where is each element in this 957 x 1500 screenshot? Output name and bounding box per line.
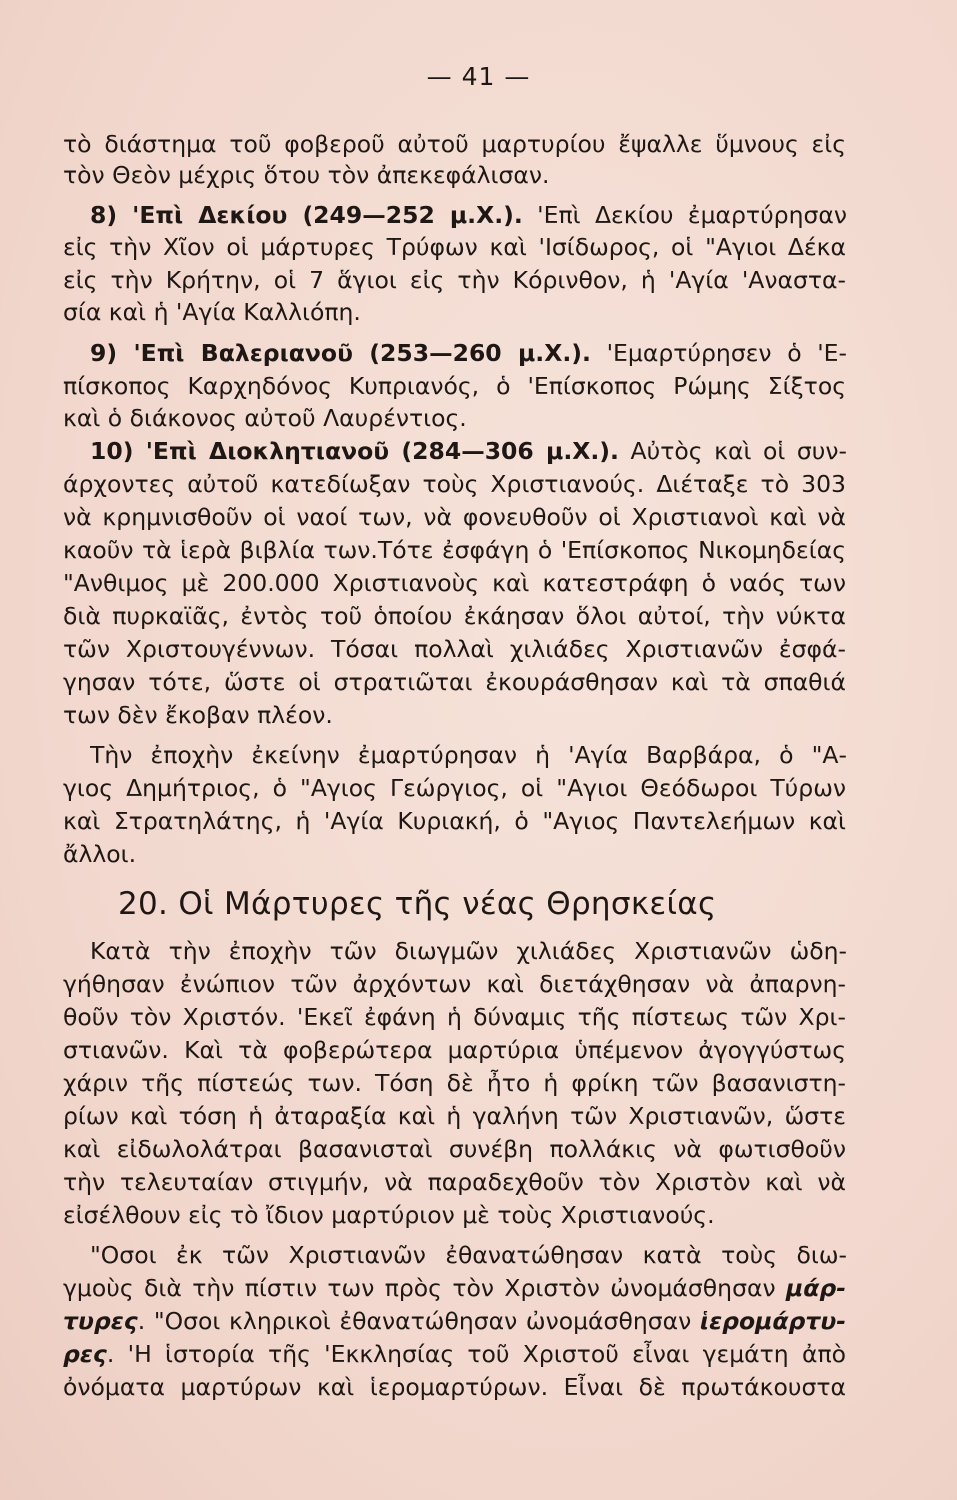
- emphasis-term: ἱερομάρτυ-: [699, 1307, 846, 1335]
- text-line: "Οσοι ἐκ τῶν Χριστιανῶν ἐθανατώθησαν κατὰ τοὺς διω-: [90, 1241, 847, 1269]
- text-line: εἰσέλθουν εἰς τὸ ἴδιον μαρτύριον μὲ τοὺς Χριστιανούς.: [63, 1201, 715, 1229]
- section-heading: 20. Οἱ Μάρτυρες τῆς νέας Θρησκείας: [118, 886, 717, 922]
- text-line: καὶ εἰδωλολάτραι βασανισταὶ συνέβη πολλάκις νὰ φωτισθοῦν: [63, 1135, 846, 1163]
- emphasis-term: ρες: [63, 1340, 107, 1368]
- text-line: ρίων καὶ τόση ἡ ἀταραξία καὶ ἡ γαλήνη τῶν Χριστιανῶν, ὥστε: [63, 1102, 846, 1130]
- text-line: καοῦν τὰ ἱερὰ βιβλία των.Τότε ἐσφάγη ὁ 'Επίσκοπος Νικομηδείας: [63, 536, 846, 564]
- text-line: ὀνόματα μαρτύρων καὶ ἱερομαρτύρων. Εἶναι δὲ πρωτάκουστα: [63, 1373, 846, 1401]
- text-line: γμοὺς διὰ τὴν πίστιν των πρὸς τὸν Χριστὸν ὠνομάσθησαν μάρ-: [63, 1274, 846, 1302]
- text-line: εἰς τὴν Κρήτην, οἱ 7 ἅγιοι εἰς τὴν Κόρινθον, ἡ 'Αγία 'Αναστα-: [63, 266, 846, 294]
- text-line: ἄλλοι.: [63, 840, 137, 868]
- text-line: Τὴν ἐποχὴν ἐκείνην ἐμαρτύρησαν ἡ 'Αγία Βαρβάρα, ὁ "Α-: [90, 741, 847, 769]
- text-line: τὴν τελευταίαν στιγμήν, νὰ παραδεχθοῦν τὸν Χριστὸν καὶ νὰ: [63, 1168, 846, 1196]
- text-line: ρες. 'Η ἱστορία τῆς 'Εκκλησίας τοῦ Χριστοῦ εἶναι γεμάτη ἀπὸ: [63, 1340, 846, 1368]
- text-line: 8) 'Επὶ Δεκίου (249—252 μ.Χ.). 'Επὶ Δεκίου ἐμαρτύρησαν: [90, 201, 847, 229]
- text-line: τὸ διάστημα τοῦ φοβεροῦ αὐτοῦ μαρτυρίου ἔψαλλε ὕμνους εἰς: [63, 130, 846, 158]
- emphasis-term: τυρες: [63, 1307, 138, 1335]
- text-line: "Ανθιμος μὲ 200.000 Χριστιανοὺς καὶ κατεστράφη ὁ ναός των: [63, 569, 846, 597]
- text-line: καὶ Στρατηλάτης, ἡ 'Αγία Κυριακή, ὁ "Αγιος Παντελεήμων καὶ: [63, 807, 846, 835]
- text-line: άρχοντες αὐτοῦ κατεδίωξαν τοὺς Χριστιανούς. Διέταξε τὸ 303: [63, 470, 846, 498]
- text-line: πίσκοπος Καρχηδόνος Κυπριανός, ὁ 'Επίσκοπος Ρώμης Σίξτος: [63, 372, 846, 400]
- text-line: τῶν Χριστουγέννων. Τόσαι πολλαὶ χιλιάδες Χριστιανῶν ἐσφά-: [63, 635, 846, 663]
- text-line: νὰ κρημνισθοῦν οἱ ναοί των, νὰ φονευθοῦν οἱ Χριστιανοὶ καὶ νὰ: [63, 503, 846, 531]
- section-lead: 9) 'Επὶ Βαλεριανοῦ (253—260 μ.Χ.).: [90, 339, 591, 367]
- text-line: σία καὶ ἡ 'Αγία Καλλιόπη.: [63, 298, 361, 326]
- text-line: τὸν Θεὸν μέχρις ὅτου τὸν ἀπεκεφάλισαν.: [63, 161, 550, 189]
- text-line: γήθησαν ἐνώπιον τῶν ἀρχόντων καὶ διετάχθησαν νὰ ἀπαρνη-: [63, 970, 846, 998]
- text-line: στιανῶν. Καὶ τὰ φοβερώτερα μαρτύρια ὑπέμενον ἀγογγύστως: [63, 1036, 846, 1064]
- text-line: γιος Δημήτριος, ὁ "Αγιος Γεώργιος, οἱ "Αγιοι Θεόδωροι Τύρων: [63, 774, 846, 802]
- text-line: 9) 'Επὶ Βαλεριανοῦ (253—260 μ.Χ.). 'Εμαρτύρησεν ὁ 'Ε-: [90, 339, 847, 367]
- text-line: εἰς τὴν Χῖον οἱ μάρτυρες Τρύφων καὶ 'Ισίδωρος, οἱ "Αγιοι Δέκα: [63, 233, 846, 261]
- text-line: γησαν τότε, ὥστε οἱ στρατιῶται ἐκουράσθησαν καὶ τὰ σπαθιά: [63, 668, 846, 696]
- text-line: καὶ ὁ διάκονος αὐτοῦ Λαυρέντιος.: [63, 404, 467, 432]
- text-line: διὰ πυρκαϊᾶς, ἐντὸς τοῦ ὁποίου ἐκάησαν ὅλοι αὐτοί, τὴν νύκτα: [63, 602, 846, 630]
- text-line: 10) 'Επὶ Διοκλητιανοῦ (284—306 μ.Χ.). Αὐτὸς καὶ οἱ συν-: [90, 437, 847, 465]
- text-line: των δὲν ἔκοβαν πλέον.: [63, 701, 333, 729]
- text-line: θοῦν τὸν Χριστόν. 'Εκεῖ ἐφάνη ἡ δύναμις τῆς πίστεως τῶν Χρι-: [63, 1003, 846, 1031]
- page-number: — 41 —: [426, 62, 531, 91]
- text-line: τυρες. "Οσοι κληρικοὶ ἐθανατώθησαν ὠνομάσθησαν ἱερομάρτυ-: [63, 1307, 846, 1335]
- section-lead: 8) 'Επὶ Δεκίου (249—252 μ.Χ.).: [90, 201, 523, 229]
- emphasis-term: μάρ-: [785, 1274, 846, 1302]
- text-line: Κατὰ τὴν ἐποχὴν τῶν διωγμῶν χιλιάδες Χριστιανῶν ὡδη-: [90, 937, 847, 965]
- text-line: χάριν τῆς πίστεώς των. Τόση δὲ ἦτο ἡ φρίκη τῶν βασανιστη-: [63, 1069, 846, 1097]
- section-lead: 10) 'Επὶ Διοκλητιανοῦ (284—306 μ.Χ.).: [90, 437, 619, 465]
